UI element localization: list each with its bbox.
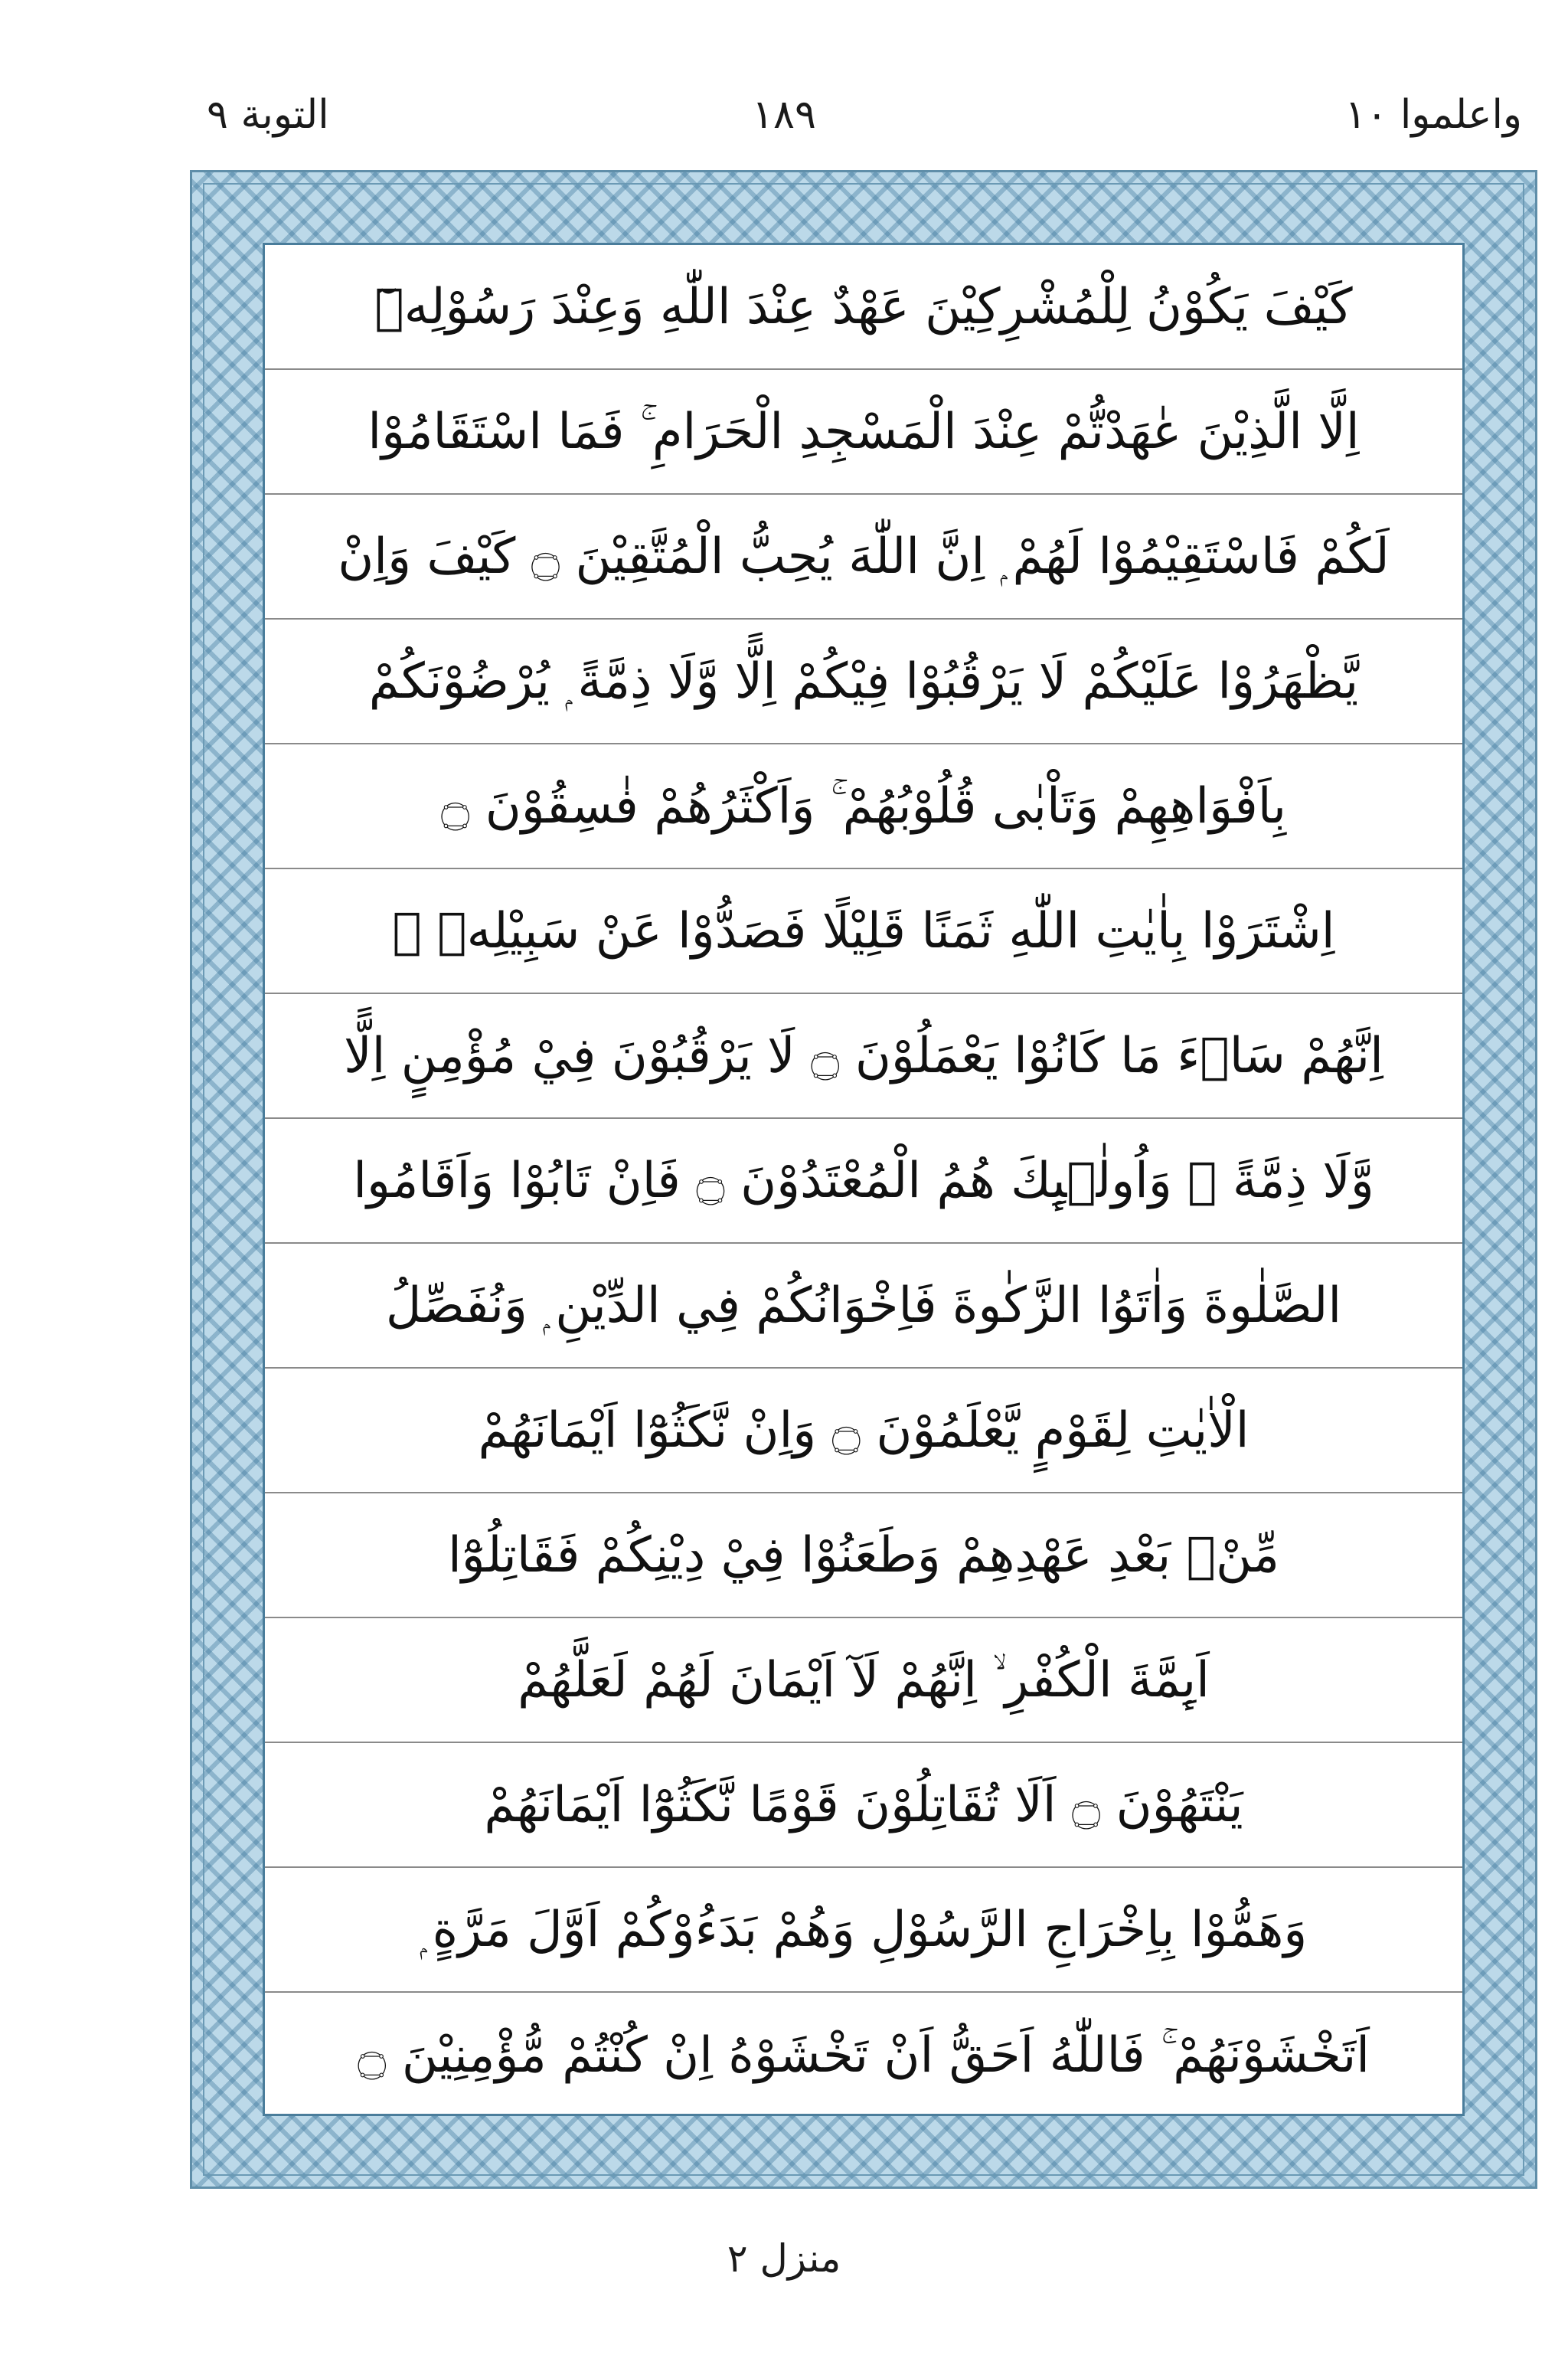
verse-line: الصَّلٰوةَ وَاٰتَوُا الزَّكٰوةَ فَاِخْوَانُكُمْ فِي الدِّيْنِ ۭ وَنُفَصِّلُ — [265, 1244, 1462, 1369]
verse-line: بِاَفْوَاهِهِمْ وَتَاْبٰى قُلُوْبُهُمْ ۚ وَاَكْثَرُهُمْ فٰسِقُوْنَ ۝ — [265, 744, 1462, 869]
surah-label: التوبة ٩ — [207, 92, 329, 138]
page-header — [0, 0, 1568, 153]
verse-line: لَكُمْ فَاسْتَقِيْمُوْا لَهُمْ ۭ اِنَّ اللّٰهَ يُحِبُّ الْمُتَّقِيْنَ ۝ كَيْفَ وَاِنْ — [265, 495, 1462, 620]
page-number: ١٨٩ — [752, 92, 816, 138]
verse-line: كَيْفَ يَكُوْنُ لِلْمُشْرِكِيْنَ عَهْدٌ عِنْدَ اللّٰهِ وَعِنْدَ رَسُوْلِهٖٓ — [265, 245, 1462, 370]
verse-line: اِشْتَرَوْا بِاٰيٰتِ اللّٰهِ ثَمَنًا قَلِيْلًا فَصَدُّوْا عَنْ سَبِيْلِهٖ ۭ — [265, 869, 1462, 994]
text-panel — [263, 243, 1465, 2116]
verse-line: يَنْتَهُوْنَ ۝ اَلَا تُقَاتِلُوْنَ قَوْمًا نَّكَثُوْٓا اَيْمَانَهُمْ — [265, 1743, 1462, 1868]
verse-line: اِنَّهُمْ سَاۗءَ مَا كَانُوْا يَعْمَلُوْنَ ۝ لَا يَرْقُبُوْنَ فِيْ مُؤْمِنٍ اِلًّا — [265, 994, 1462, 1119]
verse-line: يَّظْهَرُوْا عَلَيْكُمْ لَا يَرْقُبُوْا فِيْكُمْ اِلًّا وَّلَا ذِمَّةً ۭ يُرْضُوْنَكُمْ — [265, 620, 1462, 744]
decorative-border-frame — [190, 170, 1537, 2189]
verse-line: الْاٰيٰتِ لِقَوْمٍ يَّعْلَمُوْنَ ۝ وَاِنْ نَّكَثُوْٓا اَيْمَانَهُمْ — [265, 1369, 1462, 1493]
verse-line: اِلَّا الَّذِيْنَ عٰهَدْتُّمْ عِنْدَ الْمَسْجِدِ الْحَرَامِ ۚ فَمَا اسْتَقَامُوْا — [265, 370, 1462, 495]
verse-line: مِّنْۢ بَعْدِ عَهْدِهِمْ وَطَعَنُوْا فِيْ دِيْنِكُمْ فَقَاتِلُوْٓا — [265, 1493, 1462, 1618]
verse-line: اَىِٕمَّةَ الْكُفْرِ ۙ اِنَّهُمْ لَآ اَيْمَانَ لَهُمْ لَعَلَّهُمْ — [265, 1618, 1462, 1743]
juz-label: واعلموا ١٠ — [1344, 92, 1522, 138]
manzil-footer: منزل ٢ — [727, 2236, 841, 2281]
verse-line: وَهَمُّوْا بِاِخْرَاجِ الرَّسُوْلِ وَهُمْ بَدَءُوْكُمْ اَوَّلَ مَرَّةٍ ۭ — [265, 1868, 1462, 1993]
verse-line: اَتَخْشَوْنَهُمْ ۚ فَاللّٰهُ اَحَقُّ اَنْ تَخْشَوْهُ اِنْ كُنْتُمْ مُّؤْمِنِيْنَ ۝ — [357, 2027, 1370, 2084]
verse-line: وَّلَا ذِمَّةً ۭ وَاُولٰۗىِٕكَ هُمُ الْمُعْتَدُوْنَ ۝ فَاِنْ تَابُوْا وَاَقَامُوا — [265, 1119, 1462, 1244]
